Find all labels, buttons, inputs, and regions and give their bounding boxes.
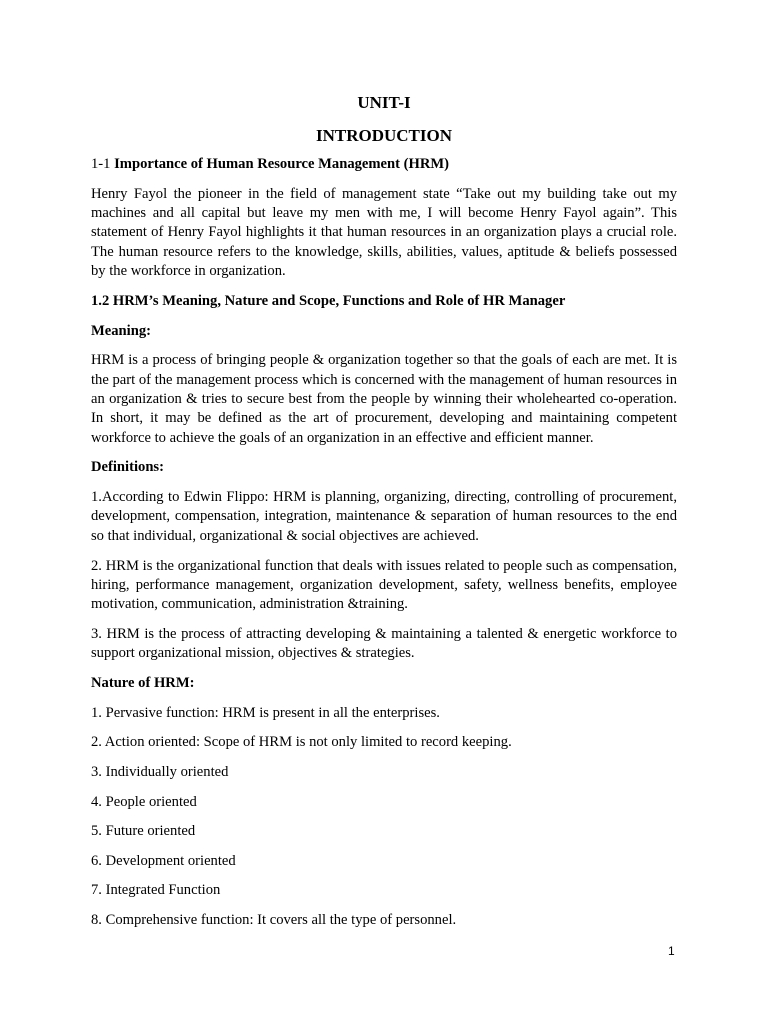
document-page xyxy=(91,92,677,941)
section-title: INTRODUCTION xyxy=(315,126,453,145)
nature-list-item: 8. Comprehensive function: It covers all the type of personnel. xyxy=(91,911,457,928)
meaning-heading: Meaning: xyxy=(91,322,151,339)
meaning-paragraph: HRM is a process of bringing people & organization together so that the goals of each are met. It is the part of the management process which is concerned with the management of human resources in an organization & tries to secure best from the people by winning their wholehearted co-operation. In short, it may be defined as the art of procurement, developing and maintaining competent workforce to achieve the goals of an organization in an effective and efficient manner. xyxy=(91,352,677,446)
section-1-1-title: Importance of Human Resource Management (HRM) xyxy=(114,156,450,172)
page-number: 1 xyxy=(668,944,675,958)
nature-list-item: 2. Action oriented: Scope of HRM is not only limited to record keeping. xyxy=(91,734,512,751)
nature-list-item: 6. Development oriented xyxy=(91,852,236,869)
section-1-1-heading xyxy=(91,155,677,174)
fayol-paragraph: Henry Fayol the pioneer in the field of management state “Take out my building take out my machines and all capital but leave my men with me, I will become Henry Fayol again”. This statement of Henry Fayol highlights it that human resources in an organization plays a crucial role. The human resource refers to the knowledge, skills, abilities, values, aptitude & beliefs possessed by the workforce in organization. xyxy=(91,185,677,279)
nature-list-item: 7. Integrated Function xyxy=(91,882,221,899)
nature-list-item: 4. People oriented xyxy=(91,793,197,810)
nature-list-item: 5. Future oriented xyxy=(91,823,196,840)
section-1-2-heading: 1.2 HRM’s Meaning, Nature and Scope, Functions and Role of HR Manager xyxy=(91,292,566,309)
nature-heading xyxy=(91,674,677,693)
section-1-1-number: 1-1 xyxy=(91,156,111,172)
nature-list-item: 3. Individually oriented xyxy=(91,764,229,781)
unit-title: UNIT-I xyxy=(357,93,411,112)
nature-heading-text: Nature of HRM xyxy=(91,675,190,692)
definition-item: 2. HRM is the organizational function that deals with issues related to people such as compensation, hiring, performance management, organization development, safety, wellness benefits, employee motivation, communication, administration &training. xyxy=(91,557,677,613)
nature-list-item: 1. Pervasive function: HRM is present in all the enterprises. xyxy=(91,704,440,721)
nature-heading-colon: : xyxy=(189,675,195,692)
definition-item: 3. HRM is the process of attracting developing & maintaining a talented & energetic workforce to support organizational mission, objectives & strategies. xyxy=(91,625,677,662)
definitions-heading: Definitions: xyxy=(91,459,164,476)
definition-item: 1.According to Edwin Flippo: HRM is planning, organizing, directing, controlling of procurement, development, compensation, integration, maintenance & separation of human resources to the end so that individual, organizational & social objectives are achieved. xyxy=(91,489,677,544)
